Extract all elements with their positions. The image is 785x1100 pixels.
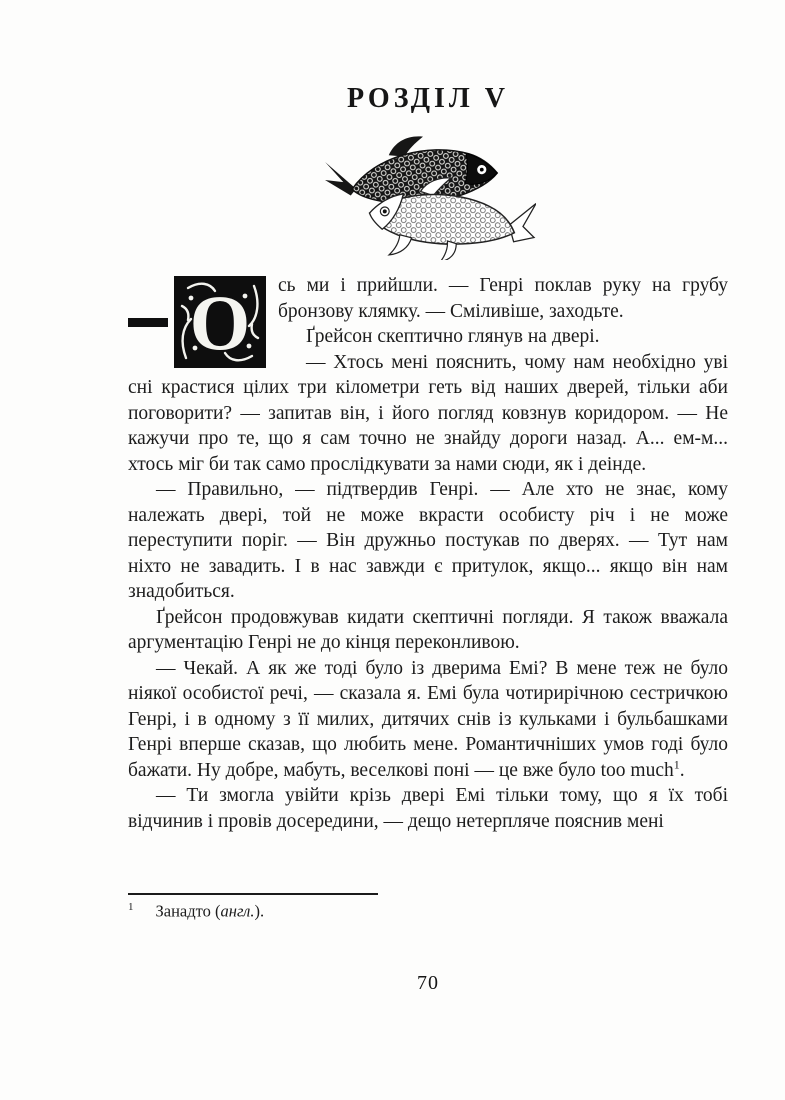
paragraph-text: Ґрейсон продовжував кидати скептичні погляди. Я також вважала аргументацію Генрі не до кінця переконливою. — [128, 606, 728, 653]
footnote-ref: 1 — [673, 757, 680, 771]
page-number: 70 — [417, 972, 439, 994]
paragraph-text: — Ти змогла увійти крізь двері Емі тільки тому, що я їх тобі відчинив і провів досередини, — дещо нетерпляче пояснив мені — [128, 785, 728, 832]
paragraph-text: — Чекай. А як же тоді було із дверима Емі? В мене теж не було ніякої особистої речі, — сказала я. Емі була чотирирічною сестричкою Генрі, і в одному з її милих, дитячих снів із кульками і бульбашками Генрі вперше сказав, що любить мене. Романтичніших умов годі було бажати. Ну добре, мабуть, веселкові поні — це вже було too much — [128, 657, 728, 781]
footnote-body: Занадто ( — [155, 901, 221, 921]
paragraph-text: сь ми і прийшли. — Генрі поклав руку на грубу бронзову клямку. — Сміливіше, заходьте. — [278, 275, 728, 322]
paragraph-text: — Правильно, — підтвердив Генрі. — Але хто не знає, кому належать двері, той не може вкрасти особисту річ і не може переступити поріг. — Він дружньо постукав по дверях. — Тут нам ніхто не завадить. І в нас завжди є притулок, якщо... якщо він нам знадобиться. — [128, 479, 728, 602]
footnote-suffix: ). — [254, 901, 265, 921]
footnote-language: англ. — [220, 901, 255, 921]
body-text — [128, 273, 728, 834]
paragraph-text: . — [679, 759, 685, 781]
paragraph — [128, 656, 728, 784]
footnote — [128, 893, 728, 922]
paragraph — [128, 477, 728, 605]
paragraph-text: — Хтось мені пояснить, чому нам необхідно уві сні крастися цілих три кілометри геть від наших дверей, тільки аби поговорити? — запитав він, і його погляд ковзнув коридором. — Не кажучи про те, що я сам точно не знайду дороги назад. А... ем-м... хтось міг би так само прослідкувати за нами сюди, як і деінде. — [128, 351, 728, 475]
footnote-rule — [128, 893, 378, 895]
dropcap-letter: О — [189, 279, 251, 366]
dropcap — [174, 276, 266, 368]
paragraph — [128, 783, 728, 834]
paragraph-opener — [128, 276, 266, 368]
footnote-text — [128, 901, 728, 922]
paragraph — [128, 605, 728, 656]
footnote-marker: 1 — [128, 901, 134, 913]
dialogue-dash — [128, 318, 168, 327]
chapter-title: РОЗДІЛ V — [346, 83, 510, 114]
paragraph-text: Ґрейсон скептично глянув на двері. — [306, 326, 600, 347]
pisces-koi-illustration — [128, 130, 728, 260]
two-koi-fish-drawing — [321, 130, 536, 260]
